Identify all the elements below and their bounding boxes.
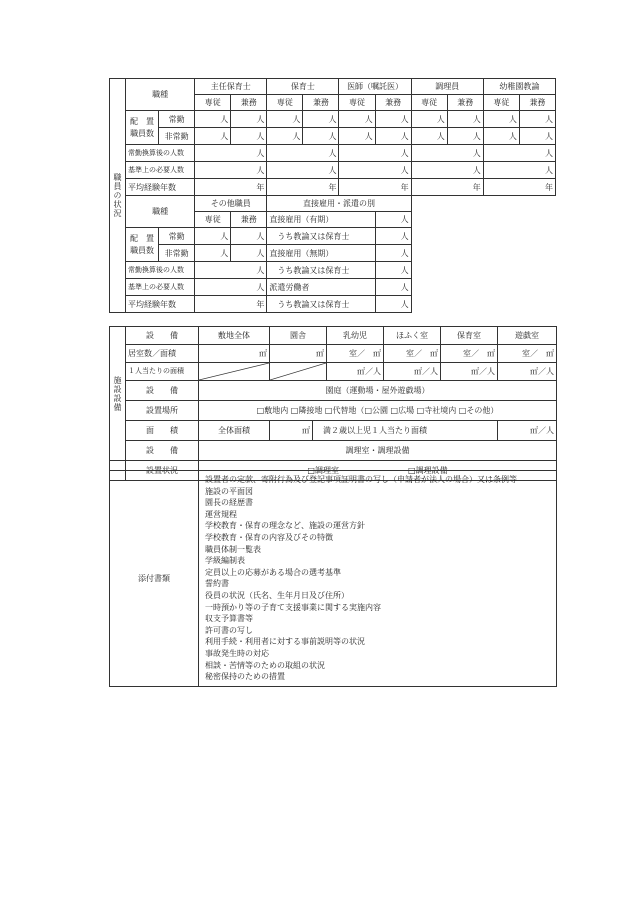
value-cell[interactable]: 人 (519, 128, 555, 145)
value-cell[interactable]: 人 (483, 145, 555, 162)
value-cell[interactable]: 人 (303, 111, 339, 128)
slash-cell (199, 363, 270, 381)
value-cell[interactable]: 人 (375, 245, 411, 262)
attachment-item: 園長の経歴書 (205, 498, 253, 508)
col-nurse: 保育士 (267, 79, 339, 95)
col-chief-nurse: 主任保育士 (195, 79, 267, 95)
value-cell[interactable]: 人 (375, 212, 411, 228)
value-cell[interactable]: 人 (375, 296, 411, 313)
value-cell[interactable]: 人 (195, 162, 267, 179)
attachment-item: 事故発生時の対応 (205, 648, 269, 658)
value-cell[interactable]: 人 (375, 262, 411, 279)
equipment-label: 設 備 (126, 381, 199, 401)
value-cell[interactable]: 人 (195, 228, 231, 245)
placement-label (126, 111, 159, 145)
parttime-label: 兼務 (231, 212, 267, 228)
converted-label: 常勤換算後の人数 (126, 262, 195, 279)
placement-label-a: 配 置 (130, 233, 155, 243)
attachment-item: 一時預かり等の子育て支援事業に関する実施内容 (205, 602, 381, 612)
of-which-label: うち教論又は保育士 (267, 296, 375, 313)
direct-fixed-label: 直接雇用（有期） (267, 212, 375, 228)
fulltime-label: 専従 (411, 95, 447, 111)
attachment-item: 誓約書 (205, 579, 229, 589)
attachment-item: 役員の状況（氏名、生年月日及び住所） (205, 590, 349, 600)
slash-cell (270, 363, 327, 381)
value-cell[interactable]: 人 (375, 279, 411, 296)
value-cell[interactable]: 人 (195, 128, 231, 145)
value-cell[interactable]: 人 (411, 145, 483, 162)
attachments-table (109, 470, 557, 687)
col-teacher: 幼稚園教論 (483, 79, 555, 95)
attachment-item: 運営規程 (205, 509, 237, 519)
parttime-label: 兼務 (375, 95, 411, 111)
col-building: 園舎 (270, 327, 327, 345)
per-person-label: １人当たりの面積 (126, 363, 199, 381)
value-cell[interactable]: 人 (231, 245, 267, 262)
value-cell[interactable]: 人 (303, 128, 339, 145)
value-cell[interactable]: 人 (339, 145, 411, 162)
value-cell[interactable]: 人 (447, 128, 483, 145)
attachment-item: 許可書の写し (205, 625, 253, 635)
placement-label-a: 配 置 (130, 116, 155, 126)
value-cell[interactable]: ㎡ (199, 345, 270, 363)
value-cell[interactable]: 人 (231, 128, 267, 145)
col-site: 敷地全体 (199, 327, 270, 345)
staff-section-label: 職員の状況 (110, 79, 126, 313)
col-nursery-room: 保育室 (441, 327, 498, 345)
avg-years-label: 平均経験年数 (126, 179, 195, 196)
placement-label (126, 228, 159, 262)
dispatch-label: 派遣労働者 (267, 279, 375, 296)
job-type-header: 職種 (126, 79, 195, 111)
job-type-header: 職種 (126, 196, 195, 228)
required-label: 基準上の必要人数 (126, 279, 195, 296)
value-cell[interactable]: 人 (519, 111, 555, 128)
equipment-label: 設 備 (126, 327, 199, 345)
value-cell[interactable]: 年 (195, 179, 267, 196)
value-cell[interactable]: 人 (339, 128, 375, 145)
direct-unfixed-label: 直接雇用（無期） (267, 245, 375, 262)
value-cell[interactable]: 人 (483, 128, 519, 145)
attachment-item: 秘密保持のための措置 (205, 672, 285, 682)
value-cell[interactable]: 人 (483, 162, 555, 179)
value-cell[interactable]: ㎡／人 (498, 363, 557, 381)
value-cell[interactable]: 人 (447, 111, 483, 128)
attachment-item: 施設の平面図 (205, 486, 253, 496)
value-cell[interactable]: 年 (339, 179, 411, 196)
placement-label-b: 職員数 (130, 245, 155, 255)
attachment-item: 定員以上の応募がある場合の選考基準 (205, 567, 341, 577)
value-cell[interactable]: 人 (375, 111, 411, 128)
value-cell[interactable]: 人 (483, 111, 519, 128)
attachment-item: 学校教育・保育の理念など、施設の運営方針 (205, 521, 365, 531)
value-cell[interactable]: 人 (375, 128, 411, 145)
col-crawl-room: ほふく室 (384, 327, 441, 345)
col-other-staff: その他職員 (195, 196, 267, 212)
location-label: 設置場所 (126, 401, 199, 421)
nonregular-label: 非常勤 (159, 128, 195, 145)
staff-table (109, 78, 556, 313)
over2-area-label: 満２歳以上児１人当たり面積 (313, 421, 498, 441)
nonregular-label: 非常勤 (159, 245, 195, 262)
attachment-item: 相談・苦情等のための取組の状況 (205, 660, 325, 670)
fulltime-label: 専従 (195, 212, 231, 228)
attachments-label: 添付書類 (110, 471, 199, 687)
value-cell[interactable]: 人 (267, 111, 303, 128)
value-cell[interactable]: 人 (267, 128, 303, 145)
rooms-area-label: 居室数／面積 (126, 345, 199, 363)
regular-label: 常勤 (159, 228, 195, 245)
avg-years-label: 平均経験年数 (126, 296, 195, 313)
parttime-label: 兼務 (231, 95, 267, 111)
value-cell[interactable]: 室／ ㎡ (384, 345, 441, 363)
value-cell[interactable]: 年 (267, 179, 339, 196)
value-cell[interactable]: 人 (411, 111, 447, 128)
value-cell[interactable]: 年 (411, 179, 483, 196)
col-play-room: 遊戯室 (498, 327, 557, 345)
value-cell[interactable]: 人 (195, 245, 231, 262)
attachment-item: 収支予算書等 (205, 614, 253, 624)
placement-label-b: 職員数 (130, 128, 155, 138)
value-cell[interactable]: 人 (195, 279, 267, 296)
value-cell[interactable]: 人 (267, 145, 339, 162)
value-cell[interactable]: ㎡ (270, 345, 327, 363)
kitchen-label: 調理室・調理設備 (199, 441, 557, 461)
parttime-label: 兼務 (519, 95, 555, 111)
location-options[interactable]: □ 敷地内 □ 隣接地 □ 代替地（□ 公園 □ 広場 □ 寺社境内 □ その他） (199, 401, 557, 421)
fulltime-label: 専従 (483, 95, 519, 111)
facility-section-label: 施設設備 (110, 327, 126, 461)
fulltime-label: 専従 (339, 95, 375, 111)
value-cell[interactable]: 人 (195, 111, 231, 128)
equipment-label: 設 備 (126, 441, 199, 461)
attachment-item: 職員体制一覧表 (205, 544, 261, 554)
value-cell[interactable]: 人 (195, 145, 267, 162)
garden-label: 園庭（運動場・屋外遊戯場） (199, 381, 557, 401)
blank-area (411, 196, 555, 313)
attachment-item: 学級編制表 (205, 556, 245, 566)
col-infant: 乳幼児 (327, 327, 384, 345)
regular-label: 常勤 (159, 111, 195, 128)
value-cell[interactable]: 人 (411, 162, 483, 179)
plaza-checkbox[interactable] (391, 406, 399, 415)
attachment-item: 学校教育・保育の内容及びその特徴 (205, 532, 333, 542)
of-which-label: うち教論又は保育士 (267, 262, 375, 279)
parttime-label: 兼務 (447, 95, 483, 111)
value-cell[interactable]: 人 (339, 111, 375, 128)
value-cell[interactable]: ㎡ (270, 421, 313, 441)
value-cell[interactable]: 人 (267, 162, 339, 179)
park-checkbox[interactable] (364, 406, 372, 415)
converted-label: 常勤換算後の人数 (126, 145, 195, 162)
of-which-label: うち教論又は保育士 (267, 228, 375, 245)
value-cell[interactable]: 室／ ㎡ (327, 345, 384, 363)
value-cell[interactable]: ㎡／人 (498, 421, 557, 441)
value-cell[interactable]: 室／ ㎡ (441, 345, 498, 363)
parttime-label: 兼務 (303, 95, 339, 111)
fulltime-label: 専従 (267, 95, 303, 111)
fulltime-label: 専従 (195, 95, 231, 111)
kitchen-options[interactable]: □ 調理室 □ 調理設備 (199, 461, 557, 481)
area-label: 面 積 (126, 421, 199, 441)
value-cell[interactable]: 人 (231, 111, 267, 128)
col-doctor: 医師（嘱託医） (339, 79, 411, 95)
total-area-label: 全体面積 (199, 421, 270, 441)
attachment-item: 利用手続・利用者に対する事前説明等の状況 (205, 637, 365, 647)
attachment-item: 設置者の定款、寄附行為及び登記事項証明書の写し（申請者が法人の場合）又は条例等 (205, 475, 517, 484)
value-cell[interactable]: 人 (411, 128, 447, 145)
attachments-list (199, 471, 557, 687)
col-cook: 調理員 (411, 79, 483, 95)
value-cell[interactable]: 人 (231, 228, 267, 245)
value-cell[interactable]: 室／ ㎡ (498, 345, 557, 363)
value-cell[interactable]: 年 (483, 179, 555, 196)
value-cell[interactable]: ㎡／人 (441, 363, 498, 381)
value-cell[interactable]: ㎡／人 (327, 363, 384, 381)
direct-hire-header: 直接雇用・派遣の別 (267, 196, 411, 212)
status-label: 設置状況 (126, 461, 199, 481)
value-cell[interactable]: 人 (195, 262, 267, 279)
required-label: 基準上の必要人数 (126, 162, 195, 179)
value-cell[interactable]: 人 (339, 162, 411, 179)
value-cell[interactable]: ㎡／人 (384, 363, 441, 381)
facility-table (109, 326, 557, 481)
value-cell[interactable]: 年 (195, 296, 267, 313)
value-cell[interactable]: 人 (375, 228, 411, 245)
